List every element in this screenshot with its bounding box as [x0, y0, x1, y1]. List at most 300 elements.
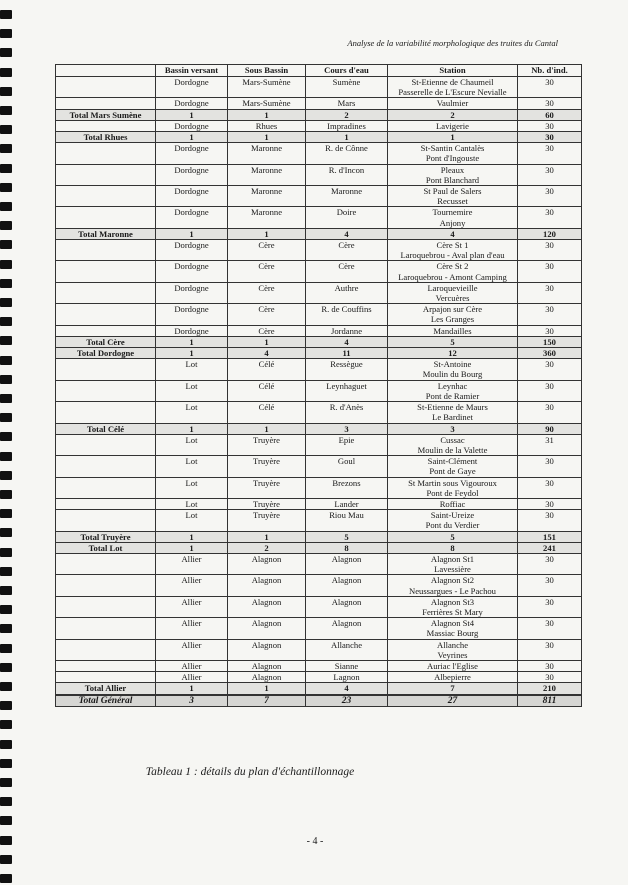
cell-sous: Alagnon	[228, 596, 306, 617]
station-line: St-Antoine	[433, 359, 472, 370]
station-line: 7	[450, 683, 455, 694]
binding-hole	[0, 624, 12, 633]
cell-cours: 1	[306, 132, 388, 143]
total-row	[56, 531, 582, 542]
station-line: Lavigerie	[436, 120, 469, 131]
station-line: 5	[450, 531, 455, 542]
table-row	[56, 402, 582, 423]
column-header: Cours d'eau	[306, 65, 388, 77]
cell-label: Total Cère	[56, 336, 156, 347]
cell-cours: Cère	[306, 261, 388, 282]
station-line: Vaulmier	[436, 98, 469, 109]
cell-nb: 30	[518, 282, 582, 303]
binding-hole	[0, 279, 12, 288]
table-body	[56, 77, 582, 707]
binding-hole	[0, 356, 12, 365]
table-row	[56, 553, 582, 574]
cell-label	[56, 434, 156, 455]
cell-bassin: 1	[156, 228, 228, 239]
cell-bassin: Allier	[156, 575, 228, 596]
cell-bassin: Dordogne	[156, 143, 228, 164]
station-line: Cussac	[440, 434, 465, 445]
cell-label	[56, 477, 156, 498]
cell-bassin: Dordogne	[156, 77, 228, 98]
table-row	[56, 434, 582, 455]
cell-bassin: Lot	[156, 380, 228, 401]
station-line: St-Santin Cantalès	[420, 143, 485, 154]
cell-bassin: Allier	[156, 660, 228, 671]
table-row	[56, 98, 582, 109]
cell-bassin: Dordogne	[156, 186, 228, 207]
cell-station	[388, 261, 518, 282]
binding-hole	[0, 759, 12, 768]
cell-cours: Maronne	[306, 186, 388, 207]
cell-label	[56, 164, 156, 185]
table-row	[56, 304, 582, 325]
total-row	[56, 423, 582, 434]
station-line: Mandailles	[433, 325, 472, 336]
cell-sous: Célé	[228, 402, 306, 423]
cell-cours: Authre	[306, 282, 388, 303]
cell-sous: Cère	[228, 240, 306, 261]
binding-hole	[0, 682, 12, 691]
cell-bassin: Lot	[156, 434, 228, 455]
table-row	[56, 660, 582, 671]
cell-cours: 11	[306, 348, 388, 359]
cell-cours: Sianne	[306, 660, 388, 671]
station-line: Albepierre	[434, 672, 471, 683]
cell-station	[388, 683, 518, 695]
cell-station	[388, 531, 518, 542]
cell-cours: Impradines	[306, 120, 388, 131]
cell-label	[56, 325, 156, 336]
cell-sous: 1	[228, 336, 306, 347]
station-line: 1	[450, 132, 455, 143]
cell-station	[388, 336, 518, 347]
cell-station	[388, 695, 518, 707]
cell-sous: Alagnon	[228, 553, 306, 574]
station-line: St-Etienne de Chaumeil	[411, 77, 494, 87]
station-line: St Paul de Salers	[423, 186, 482, 197]
table-row	[56, 282, 582, 303]
binding-hole	[0, 720, 12, 729]
cell-label	[56, 143, 156, 164]
table-row	[56, 77, 582, 98]
cell-sous: Mars-Sumène	[228, 98, 306, 109]
binding-hole	[0, 87, 12, 96]
cell-station	[388, 132, 518, 143]
cell-station	[388, 498, 518, 509]
cell-label	[56, 77, 156, 98]
cell-nb: 30	[518, 380, 582, 401]
cell-station	[388, 77, 518, 98]
cell-sous: Célé	[228, 380, 306, 401]
table-row	[56, 498, 582, 509]
cell-bassin: Allier	[156, 618, 228, 639]
cell-sous: 1	[228, 683, 306, 695]
cell-label	[56, 618, 156, 639]
cell-cours: Alagnon	[306, 575, 388, 596]
table-row	[56, 240, 582, 261]
cell-bassin: Lot	[156, 456, 228, 477]
cell-sous: 2	[228, 542, 306, 553]
cell-station	[388, 304, 518, 325]
cell-cours: Jordanne	[306, 325, 388, 336]
cell-label	[56, 207, 156, 228]
cell-bassin: 1	[156, 336, 228, 347]
cell-station	[388, 618, 518, 639]
station-line: Pont Blanchard	[425, 174, 480, 185]
cell-nb: 30	[518, 304, 582, 325]
table-row	[56, 207, 582, 228]
cell-sous: Maronne	[228, 186, 306, 207]
cell-station	[388, 207, 518, 228]
cell-nb: 30	[518, 575, 582, 596]
cell-label	[56, 456, 156, 477]
cell-bassin: Dordogne	[156, 120, 228, 131]
cell-nb: 30	[518, 498, 582, 509]
cell-station	[388, 660, 518, 671]
cell-bassin: 1	[156, 542, 228, 553]
cell-bassin: Dordogne	[156, 240, 228, 261]
station-line: Laroquebrou - Aval plan d'eau	[400, 250, 505, 261]
total-row	[56, 336, 582, 347]
cell-label	[56, 359, 156, 380]
station-line: Alagnon St1	[430, 553, 475, 564]
binding-hole	[0, 48, 12, 57]
cell-cours: Brezons	[306, 477, 388, 498]
cell-station	[388, 596, 518, 617]
cell-label	[56, 498, 156, 509]
binding-hole	[0, 336, 12, 345]
cell-station	[388, 228, 518, 239]
cell-cours: R. d'Anès	[306, 402, 388, 423]
table-row	[56, 120, 582, 131]
cell-label	[56, 660, 156, 671]
cell-bassin: Allier	[156, 672, 228, 683]
binding-hole	[0, 509, 12, 518]
cell-nb: 31	[518, 434, 582, 455]
cell-label	[56, 672, 156, 683]
table-header-row	[56, 65, 582, 77]
binding-hole	[0, 816, 12, 825]
cell-label: Total Mars Sumène	[56, 109, 156, 120]
cell-cours: Alagnon	[306, 618, 388, 639]
station-line: Veyrines	[437, 649, 468, 660]
station-line: 8	[450, 542, 455, 553]
station-line: 27	[447, 695, 458, 706]
cell-nb: 30	[518, 510, 582, 531]
station-line: Cère St 2	[436, 261, 469, 272]
cell-label	[56, 240, 156, 261]
cell-station	[388, 98, 518, 109]
binding-hole	[0, 836, 12, 845]
table-row	[56, 143, 582, 164]
cell-cours: Cère	[306, 240, 388, 261]
cell-nb: 30	[518, 240, 582, 261]
cell-label	[56, 402, 156, 423]
cell-label: Total Maronne	[56, 228, 156, 239]
binding-hole	[0, 68, 12, 77]
table-row	[56, 575, 582, 596]
running-header: Analyse de la variabilité morphologique des truites du Cantal	[347, 38, 558, 48]
table-row	[56, 639, 582, 660]
table-row	[56, 510, 582, 531]
cell-bassin: Lot	[156, 359, 228, 380]
sampling-table	[55, 64, 582, 707]
cell-nb: 30	[518, 261, 582, 282]
column-header: Nb. d'ind.	[518, 65, 582, 77]
cell-label	[56, 98, 156, 109]
cell-sous: Alagnon	[228, 618, 306, 639]
cell-nb: 150	[518, 336, 582, 347]
station-line: 3	[450, 423, 455, 434]
cell-bassin: Lot	[156, 402, 228, 423]
cell-station	[388, 639, 518, 660]
station-line: Moulin de la Valette	[417, 444, 488, 455]
spiral-binding	[0, 0, 14, 885]
cell-cours: 4	[306, 683, 388, 695]
station-line: Allanche	[436, 639, 469, 650]
table-row	[56, 477, 582, 498]
cell-station	[388, 542, 518, 553]
cell-nb: 360	[518, 348, 582, 359]
cell-cours: Lagnon	[306, 672, 388, 683]
cell-cours: 2	[306, 109, 388, 120]
total-row	[56, 132, 582, 143]
cell-station	[388, 143, 518, 164]
cell-sous: Cère	[228, 304, 306, 325]
cell-station	[388, 186, 518, 207]
station-line: 2	[450, 109, 455, 120]
binding-hole	[0, 106, 12, 115]
station-line: Laroquevieille	[427, 282, 478, 293]
station-line: Ferrières St Mary	[422, 606, 483, 617]
cell-bassin: Dordogne	[156, 98, 228, 109]
cell-cours: Sumène	[306, 77, 388, 98]
station-line: Massiac Bourg	[426, 628, 479, 639]
column-header: Station	[388, 65, 518, 77]
station-line: Pont d'Ingouste	[425, 153, 480, 164]
cell-sous: Truyère	[228, 434, 306, 455]
cell-sous: Alagnon	[228, 672, 306, 683]
cell-nb: 90	[518, 423, 582, 434]
cell-label: Total Truyère	[56, 531, 156, 542]
station-line: 12	[448, 348, 457, 359]
cell-cours: 4	[306, 336, 388, 347]
station-line: Pont de Gaye	[429, 466, 476, 477]
cell-sous: Truyère	[228, 477, 306, 498]
cell-label	[56, 186, 156, 207]
cell-sous: Truyère	[228, 456, 306, 477]
total-row	[56, 348, 582, 359]
binding-hole	[0, 202, 12, 211]
station-line: Leynhac	[437, 380, 468, 391]
binding-hole	[0, 471, 12, 480]
cell-nb: 30	[518, 207, 582, 228]
table-row	[56, 164, 582, 185]
cell-cours: 3	[306, 423, 388, 434]
cell-bassin: 1	[156, 132, 228, 143]
station-line: Moulin du Bourg	[422, 369, 483, 380]
cell-nb: 210	[518, 683, 582, 695]
cell-label: Total Général	[56, 695, 156, 707]
cell-nb: 30	[518, 660, 582, 671]
cell-sous: Mars-Sumène	[228, 77, 306, 98]
table-row	[56, 456, 582, 477]
cell-sous: Cère	[228, 261, 306, 282]
binding-hole	[0, 221, 12, 230]
station-line: Anjony	[439, 217, 466, 228]
cell-sous: Alagnon	[228, 575, 306, 596]
cell-nb: 30	[518, 639, 582, 660]
station-line: Arpajon sur Cère	[422, 304, 483, 315]
binding-hole	[0, 490, 12, 499]
cell-cours: 5	[306, 531, 388, 542]
cell-nb: 241	[518, 542, 582, 553]
cell-bassin: Allier	[156, 639, 228, 660]
cell-sous: Maronne	[228, 143, 306, 164]
station-line: Saint-Clément	[427, 456, 478, 467]
binding-hole	[0, 144, 12, 153]
cell-station	[388, 553, 518, 574]
station-line: St Martin sous Vigouroux	[408, 477, 497, 488]
total-row	[56, 683, 582, 695]
binding-hole	[0, 298, 12, 307]
cell-cours: R. de Couffins	[306, 304, 388, 325]
cell-sous: Célé	[228, 359, 306, 380]
cell-nb: 30	[518, 618, 582, 639]
cell-sous: 1	[228, 132, 306, 143]
binding-hole	[0, 317, 12, 326]
cell-bassin: Lot	[156, 477, 228, 498]
cell-label: Total Allier	[56, 683, 156, 695]
station-line: Pont de Ramier	[425, 390, 480, 401]
cell-cours: Leynhaguet	[306, 380, 388, 401]
cell-nb: 30	[518, 77, 582, 98]
page-number: - 4 -	[306, 836, 324, 847]
cell-sous: 1	[228, 228, 306, 239]
station-line: 4	[450, 228, 455, 239]
cell-bassin: Allier	[156, 553, 228, 574]
cell-label: Total Dordogne	[56, 348, 156, 359]
station-line: Roffiac	[439, 498, 466, 509]
total-row	[56, 109, 582, 120]
station-line: Alagnon St2	[430, 575, 475, 586]
cell-bassin: Dordogne	[156, 282, 228, 303]
cell-label: Total Lot	[56, 542, 156, 553]
cell-sous: Rhues	[228, 120, 306, 131]
cell-sous: 1	[228, 423, 306, 434]
binding-hole	[0, 567, 12, 576]
table-row	[56, 618, 582, 639]
cell-station	[388, 434, 518, 455]
cell-label	[56, 120, 156, 131]
binding-hole	[0, 394, 12, 403]
cell-cours: Mars	[306, 98, 388, 109]
cell-nb: 30	[518, 477, 582, 498]
column-header: Bassin versant	[156, 65, 228, 77]
cell-label: Total Célé	[56, 423, 156, 434]
cell-station	[388, 282, 518, 303]
cell-label: Total Rhues	[56, 132, 156, 143]
binding-hole	[0, 855, 12, 864]
cell-bassin: 1	[156, 348, 228, 359]
cell-label	[56, 282, 156, 303]
binding-hole	[0, 797, 12, 806]
station-line: Lavessière	[434, 564, 471, 575]
cell-bassin: Lot	[156, 510, 228, 531]
cell-bassin: 1	[156, 423, 228, 434]
cell-label	[56, 639, 156, 660]
cell-cours: Goul	[306, 456, 388, 477]
station-line: Pleaux	[440, 164, 465, 175]
cell-nb: 30	[518, 120, 582, 131]
table-row	[56, 325, 582, 336]
cell-sous: Cère	[228, 282, 306, 303]
cell-cours: Allanche	[306, 639, 388, 660]
cell-nb: 30	[518, 132, 582, 143]
cell-nb: 60	[518, 109, 582, 120]
cell-nb: 30	[518, 553, 582, 574]
cell-station	[388, 510, 518, 531]
binding-hole	[0, 740, 12, 749]
cell-sous: Truyère	[228, 498, 306, 509]
cell-bassin: Dordogne	[156, 325, 228, 336]
binding-hole	[0, 183, 12, 192]
binding-hole	[0, 605, 12, 614]
binding-hole	[0, 548, 12, 557]
cell-sous: 4	[228, 348, 306, 359]
cell-station	[388, 325, 518, 336]
cell-nb: 30	[518, 143, 582, 164]
cell-label	[56, 575, 156, 596]
cell-station	[388, 477, 518, 498]
cell-station	[388, 109, 518, 120]
table-row	[56, 261, 582, 282]
column-header: Sous Bassin	[228, 65, 306, 77]
cell-label	[56, 596, 156, 617]
cell-bassin: Dordogne	[156, 261, 228, 282]
cell-nb: 30	[518, 98, 582, 109]
cell-cours: Alagnon	[306, 553, 388, 574]
cell-sous: Alagnon	[228, 660, 306, 671]
cell-cours: 4	[306, 228, 388, 239]
binding-hole	[0, 528, 12, 537]
station-line: Alagnon St3	[430, 596, 475, 607]
binding-hole	[0, 375, 12, 384]
station-line: Cère St 1	[436, 240, 469, 251]
cell-station	[388, 164, 518, 185]
cell-cours: Epie	[306, 434, 388, 455]
table-row	[56, 359, 582, 380]
cell-nb: 30	[518, 359, 582, 380]
cell-station	[388, 359, 518, 380]
binding-hole	[0, 586, 12, 595]
cell-station	[388, 380, 518, 401]
cell-label	[56, 510, 156, 531]
cell-cours: R. de Cônne	[306, 143, 388, 164]
table-row	[56, 186, 582, 207]
cell-nb: 811	[518, 695, 582, 707]
cell-station	[388, 575, 518, 596]
column-header	[56, 65, 156, 77]
binding-hole	[0, 778, 12, 787]
cell-bassin: Dordogne	[156, 164, 228, 185]
cell-nb: 151	[518, 531, 582, 542]
sampling-table-container	[55, 64, 581, 707]
binding-hole	[0, 701, 12, 710]
